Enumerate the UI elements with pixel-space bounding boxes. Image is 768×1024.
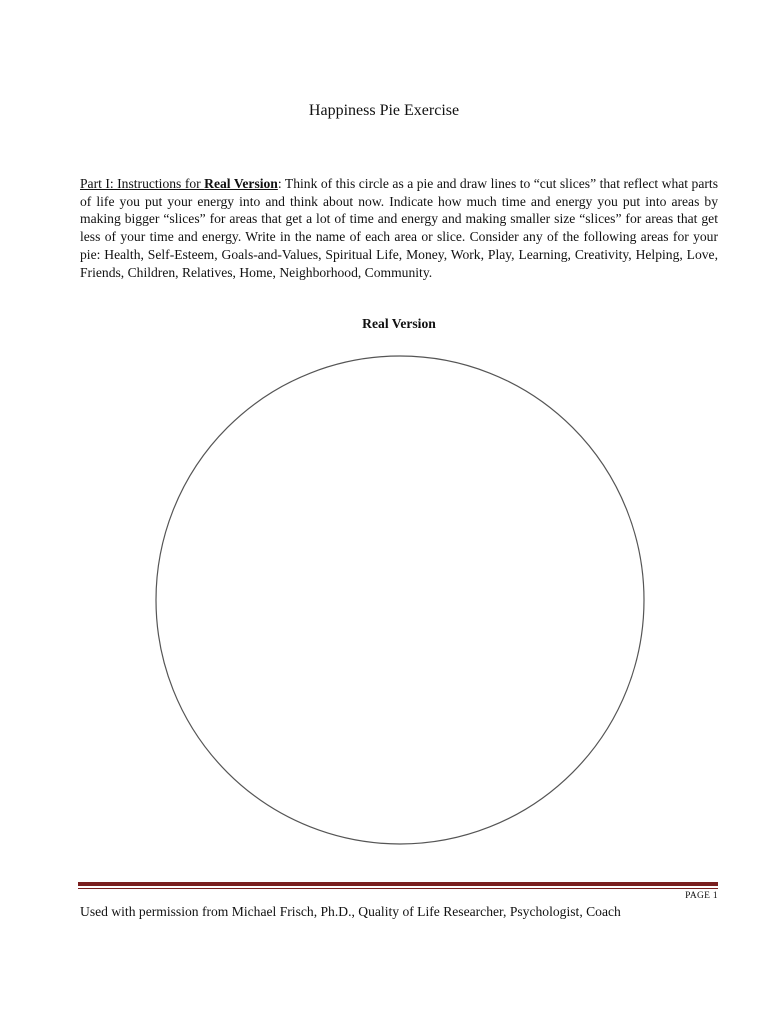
instructions-lead-emphasis: Real Version bbox=[204, 176, 278, 191]
instructions-lead-colon: : bbox=[277, 176, 282, 191]
footer-rule-thin bbox=[78, 888, 718, 889]
instructions-body: Think of this circle as a pie and draw lines to “cut slices” that reflect what parts of life you put your energy into and think about now. Indicate how much time and energy you put into areas by making bigger “slices” for areas that get a lot of time and energy and making smaller size “slices” for areas that get less of your time and energy. Write in the name of each area or slice. Consider any of the following areas for your pie: Health, Self-Esteem, Goals-and-Values, Spiritual Life, Money, Work, Play, Learning, Creativity, Helping, Love, Friends, Children, Relatives, Home, Neighborhood, Community. bbox=[80, 176, 718, 280]
footer-rule-thick bbox=[78, 882, 718, 886]
footer-credit: Used with permission from Michael Frisch, Ph.D., Quality of Life Researcher, Psychologist, Coach bbox=[80, 904, 621, 919]
happiness-pie-circle bbox=[156, 356, 644, 844]
page-number: PAGE 1 bbox=[685, 891, 718, 901]
real-version-heading: Real Version bbox=[362, 316, 436, 331]
instructions-lead-prefix: Part I: Instructions for bbox=[80, 176, 205, 191]
document-title: Happiness Pie Exercise bbox=[308, 102, 460, 119]
